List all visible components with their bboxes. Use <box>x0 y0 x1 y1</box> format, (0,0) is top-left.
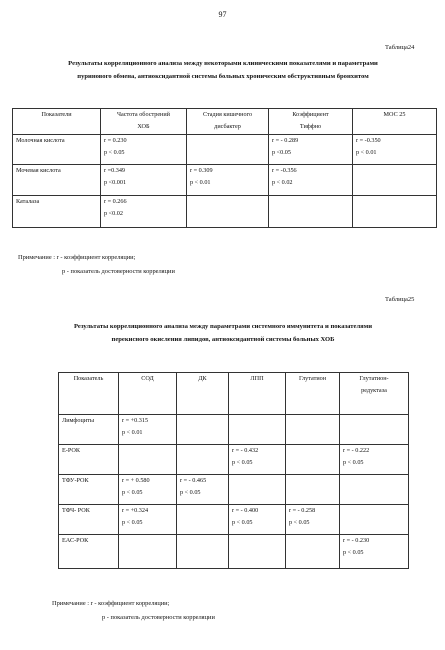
table25-cell <box>229 535 286 569</box>
table24-cell: r = -0.356 p < 0.02 <box>269 165 353 196</box>
table25-cell: r = +0.315 p < 0.01 <box>119 415 177 445</box>
table24-header-cell: МОС 25 <box>353 109 437 135</box>
table24-label: Таблица24 <box>385 44 415 51</box>
table25-cell <box>229 415 286 445</box>
table24-cell: Молочная кислота <box>13 135 101 165</box>
table25-cell <box>286 475 340 505</box>
table25-cell: r = - 0.230 p < 0.05 <box>340 535 409 569</box>
table25-cell: Лимфоциты <box>59 415 119 445</box>
page-number: 97 <box>218 10 227 19</box>
table25-cell: r = +0.324 p < 0.05 <box>119 505 177 535</box>
table25-cell <box>119 445 177 475</box>
table24-note-line2: р - показатель достоверности корреляции <box>62 268 175 275</box>
table24 <box>12 108 437 228</box>
table25-header-cell: ДК <box>177 373 229 415</box>
table25-cell <box>177 415 229 445</box>
table25-cell <box>177 445 229 475</box>
table25-header-cell: ЛПП <box>229 373 286 415</box>
table24-cell: Мочевая кислота <box>13 165 101 196</box>
table24-note-line1: Примечание : r - коэффициент корреляции; <box>18 254 136 261</box>
table25-note-line1: Примечание : r - коэффициент корреляции; <box>52 600 170 607</box>
table25-cell <box>340 505 409 535</box>
table24-header-cell: Частота обострений ХОБ <box>101 109 187 135</box>
table24-cell <box>187 196 269 228</box>
table25-cell <box>229 475 286 505</box>
table25-cell: Е-РОК <box>59 445 119 475</box>
table24-cell: r = - 0.289 p <0.05 <box>269 135 353 165</box>
table24-cell: r =0.349 p <0.001 <box>101 165 187 196</box>
table24-title-line2: пуринового обмена, антиоксидантной системы больных хроническим обструктивным бронхитом <box>77 73 369 80</box>
table-row <box>59 415 409 445</box>
table25-title-line1: Результаты корреляционного анализа между параметрами системного иммунитета и показателями <box>73 323 373 330</box>
table25-label: Таблица25 <box>385 296 415 303</box>
table-row <box>59 505 409 535</box>
table-row <box>59 475 409 505</box>
table-row <box>59 535 409 569</box>
table25-cell: ТФЧ- РОК <box>59 505 119 535</box>
table24-header-cell: Коэффициент Тиффно <box>269 109 353 135</box>
table25-title-line2: перекисного окисления липидов, антиоксидантной системы больных ХОБ <box>111 336 335 343</box>
table-row <box>13 196 437 228</box>
table25-header-row <box>59 373 409 415</box>
table24-title <box>8 57 438 83</box>
table24-title-line1: Результаты корреляционного анализа между некоторыми клиническими показателями и параметрами <box>68 60 378 67</box>
table25-cell <box>340 475 409 505</box>
table25-cell: r = - 0.258 p < 0.05 <box>286 505 340 535</box>
table24-header-row <box>13 109 437 135</box>
table25-header-cell: СОД <box>119 373 177 415</box>
table24-cell <box>187 135 269 165</box>
table25-header-cell: Глутатион <box>286 373 340 415</box>
table-row <box>13 135 437 165</box>
table-row <box>13 165 437 196</box>
table24-cell <box>269 196 353 228</box>
table24-cell: r = 0.266 p <0.02 <box>101 196 187 228</box>
table25-cell: r = - 0.222 p < 0.05 <box>340 445 409 475</box>
table25-cell <box>286 445 340 475</box>
table-row <box>59 445 409 475</box>
table25 <box>58 372 409 569</box>
table25-cell <box>286 535 340 569</box>
table25-cell: ТФУ-РОК <box>59 475 119 505</box>
table25-header-cell: Глутатион- редуктаза <box>340 373 409 415</box>
table25-title <box>8 320 438 346</box>
table25-note-line2: р - показатель достоверности корреляции <box>102 614 215 621</box>
table25-cell <box>119 535 177 569</box>
table25-cell <box>340 415 409 445</box>
table24-cell: Каталаза <box>13 196 101 228</box>
table25-cell <box>286 415 340 445</box>
table25-cell <box>177 505 229 535</box>
table24-header-cell: Показатели <box>13 109 101 135</box>
table25-cell: r = - 0.432 p < 0.05 <box>229 445 286 475</box>
table25-header-cell: Показатель <box>59 373 119 415</box>
table25-cell: ЕАС-РОК <box>59 535 119 569</box>
table25-cell: r = - 0.465 p < 0.05 <box>177 475 229 505</box>
table24-cell: r = -0.350 p < 0.01 <box>353 135 437 165</box>
table24-cell <box>353 165 437 196</box>
table24-cell: r = 0.230 p < 0.05 <box>101 135 187 165</box>
table25-cell: r = - 0.400 p < 0.05 <box>229 505 286 535</box>
table24-cell <box>353 196 437 228</box>
table24-header-cell: Стадия кишечного дисбактер <box>187 109 269 135</box>
table25-cell <box>177 535 229 569</box>
table25-cell: r = + 0.580 p < 0.05 <box>119 475 177 505</box>
table24-cell: r = 0.309 p < 0.01 <box>187 165 269 196</box>
